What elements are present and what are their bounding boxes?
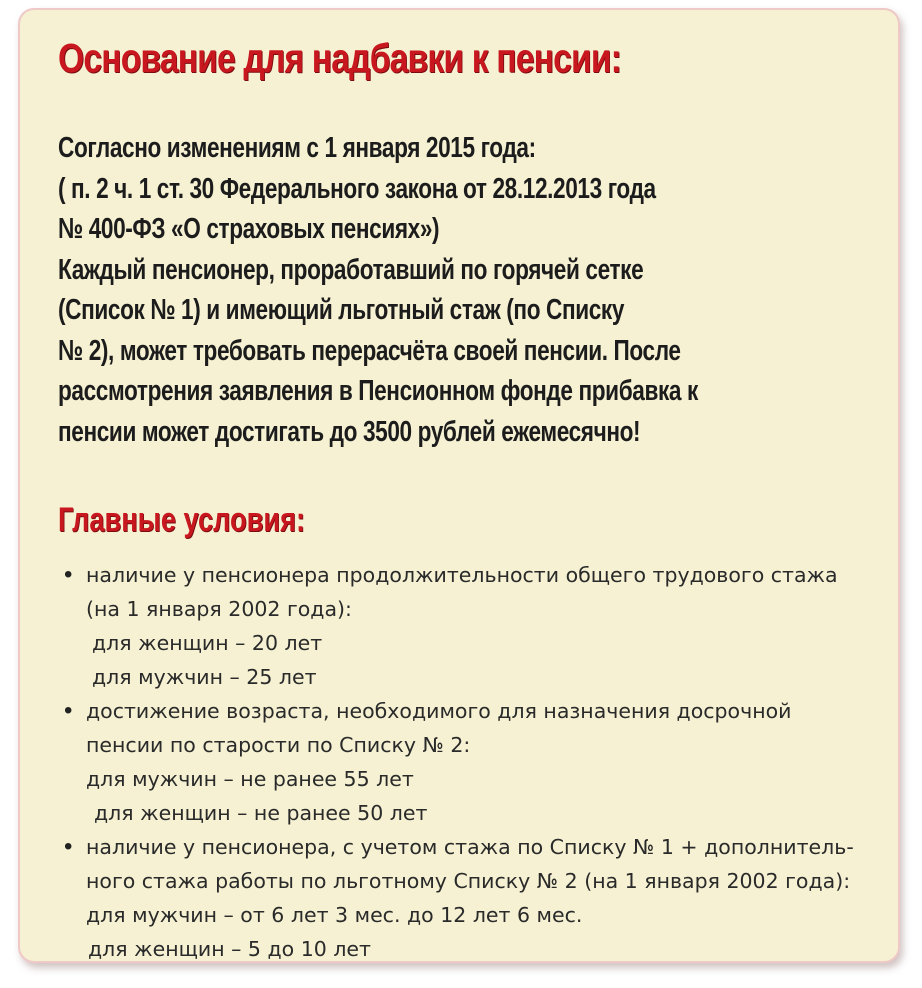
intro-paragraph bbox=[58, 128, 838, 452]
info-card bbox=[18, 8, 900, 963]
intro-line: ( п. 2 ч. 1 ст. 30 Федерального закона от 28.12.2013 года bbox=[58, 172, 656, 205]
condition-line: ного стажа работы по льготному Списку № 2 (на 1 января 2002 года): bbox=[86, 869, 851, 893]
condition-line: для мужчин – не ранее 55 лет bbox=[86, 767, 414, 791]
intro-line: рассмотрения заявления в Пенсионном фонде прибавка к bbox=[58, 375, 698, 407]
condition-item bbox=[64, 694, 854, 830]
bullet-icon: • bbox=[64, 561, 73, 588]
condition-line: (на 1 января 2002 года): bbox=[86, 597, 352, 621]
intro-line: пенсии может достигать до 3500 рублей ежемесячно! bbox=[58, 415, 641, 448]
conditions-heading: Главные условия: bbox=[58, 501, 306, 539]
condition-line: для мужчин – от 6 лет 3 мес. до 12 лет 6 мес. bbox=[86, 903, 583, 927]
condition-line: наличие у пенсионера продолжительности общего трудового стажа bbox=[86, 563, 838, 587]
condition-line: достижение возраста, необходимого для назначения досрочной bbox=[86, 699, 792, 723]
intro-line: Согласно изменениям с 1 января 2015 года: bbox=[58, 132, 536, 164]
condition-line: пенсии по старости по Списку № 2: bbox=[86, 733, 471, 757]
condition-line: для мужчин – 25 лет bbox=[92, 665, 317, 689]
bullet-icon: • bbox=[64, 833, 73, 860]
conditions-list bbox=[64, 558, 854, 966]
intro-line: № 2), может требовать перерасчёта своей пенсии. После bbox=[58, 334, 681, 367]
condition-item bbox=[64, 830, 854, 966]
condition-line: для женщин – не ранее 50 лет bbox=[94, 801, 428, 825]
intro-line: Каждый пенсионер, проработавший по горячей сетке bbox=[58, 253, 644, 286]
condition-line: для женщин – 5 до 10 лет bbox=[88, 937, 371, 961]
condition-line: для женщин – 20 лет bbox=[92, 631, 323, 655]
condition-item bbox=[64, 558, 854, 694]
condition-line: наличие у пенсионера, с учетом стажа по Списку № 1 + дополнитель- bbox=[86, 835, 854, 859]
card-title: Основание для надбавки к пенсии: bbox=[58, 35, 622, 81]
intro-line: № 400-ФЗ «О страховых пенсиях») bbox=[58, 213, 440, 245]
bullet-icon: • bbox=[64, 697, 73, 724]
intro-line: (Список № 1) и имеющий льготный стаж (по Списку bbox=[58, 294, 625, 326]
